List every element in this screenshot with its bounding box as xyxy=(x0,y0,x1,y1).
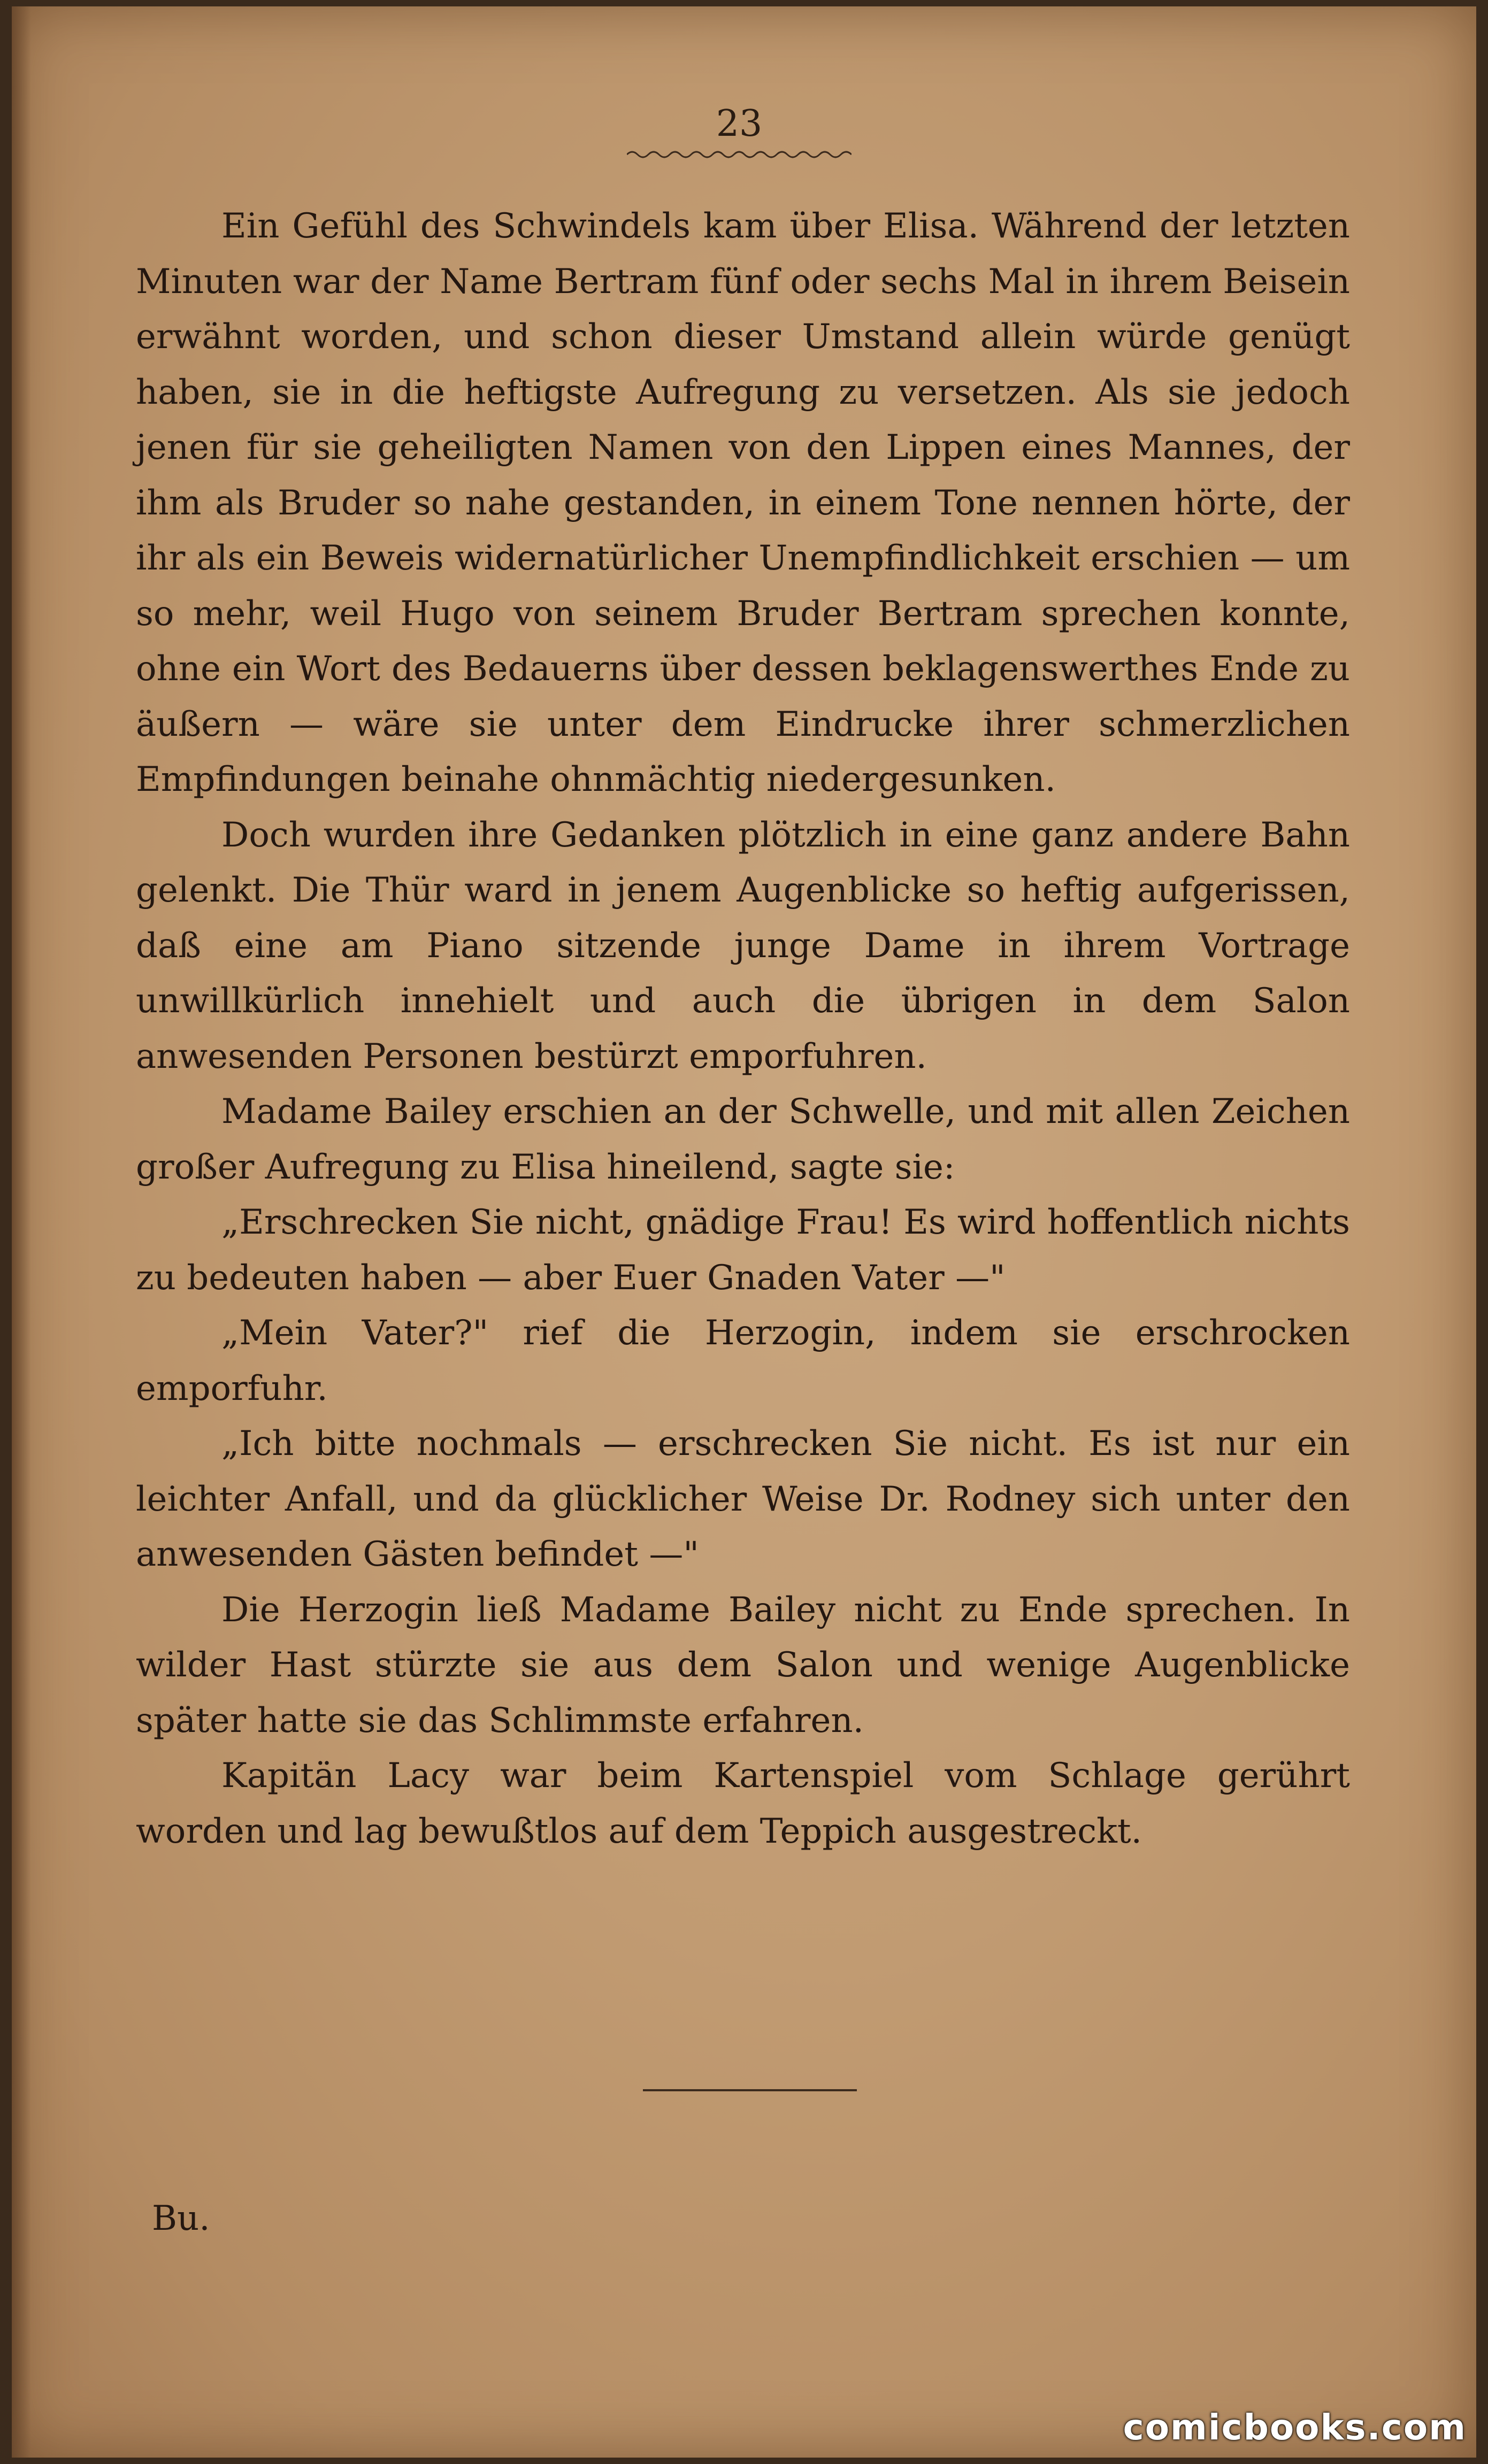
page-number: 23 xyxy=(716,103,763,145)
paragraph-3: Madame Bailey erschien an der Schwelle, und mit allen Zeichen großer Aufregung zu Elisa hineilend, sagte sie: xyxy=(136,1092,1350,1187)
paragraph-6: „Ich bitte nochmals — erschrecken Sie nicht. Es ist nur ein leichter Anfall, und da glücklicher Weise Dr. Rodney sich unter den anwesenden Gästen befindet —" xyxy=(136,1424,1350,1574)
header-ornament xyxy=(627,147,852,163)
paragraph-4: „Erschrecken Sie nicht, gnädige Frau! Es wird hoffentlich nichts zu bedeuten haben — aber Euer Gnaden Vater —" xyxy=(136,1203,1350,1298)
watermark: comicbooks.com xyxy=(1123,2407,1467,2448)
paragraph-2: Doch wurden ihre Gedanken plötzlich in eine ganz andere Bahn gelenkt. Die Thür ward in jenem Augenblicke so heftig aufgerissen, daß eine am Piano sitzende junge Dame in ihrem Vortrage unwillkürlich innehielt und auch die übrigen in dem Salon anwesenden Personen bestürzt emporfuhren. xyxy=(136,815,1350,1076)
section-divider xyxy=(643,2089,857,2091)
catchword: Bu. xyxy=(152,2199,210,2238)
paragraph-5: „Mein Vater?" rief die Herzogin, indem sie erschrocken emporfuhr. xyxy=(136,1313,1350,1408)
book-page xyxy=(12,6,1476,2458)
paragraph-8: Kapitän Lacy war beim Kartenspiel vom Schlage gerührt worden und lag bewußtlos auf dem Teppich ausgestreckt. xyxy=(136,1756,1350,1851)
paragraph-7: Die Herzogin ließ Madame Bailey nicht zu Ende sprechen. In wilder Hast stürzte sie aus dem Salon und wenige Augenblicke später hatte sie das Schlimmste erfahren. xyxy=(136,1590,1350,1741)
paragraph-1: Ein Gefühl des Schwindels kam über Elisa. Während der letzten Minuten war der Name Bertram fünf oder sechs Mal in ihrem Beisein erwähnt worden, und schon dieser Umstand allein würde genügt haben, sie in die heftigste Aufregung zu versetzen. Als sie jedoch jenen für sie geheiligten Namen von den Lippen eines Mannes, der ihm als Bruder so nahe gestanden, in einem Tone nennen hörte, der ihr als ein Beweis widernatürlicher Unempfindlichkeit erschien — um so mehr, weil Hugo von seinem Bruder Bertram sprechen konnte, ohne ein Wort des Bedauerns über dessen beklagenswerthes Ende zu äußern — wäre sie unter dem Eindrucke ihrer schmerzlichen Empfindungen beinahe ohnmächtig niedergesunken. xyxy=(136,206,1350,799)
page-spine-shadow xyxy=(12,6,31,2458)
body-text xyxy=(136,199,1350,1859)
